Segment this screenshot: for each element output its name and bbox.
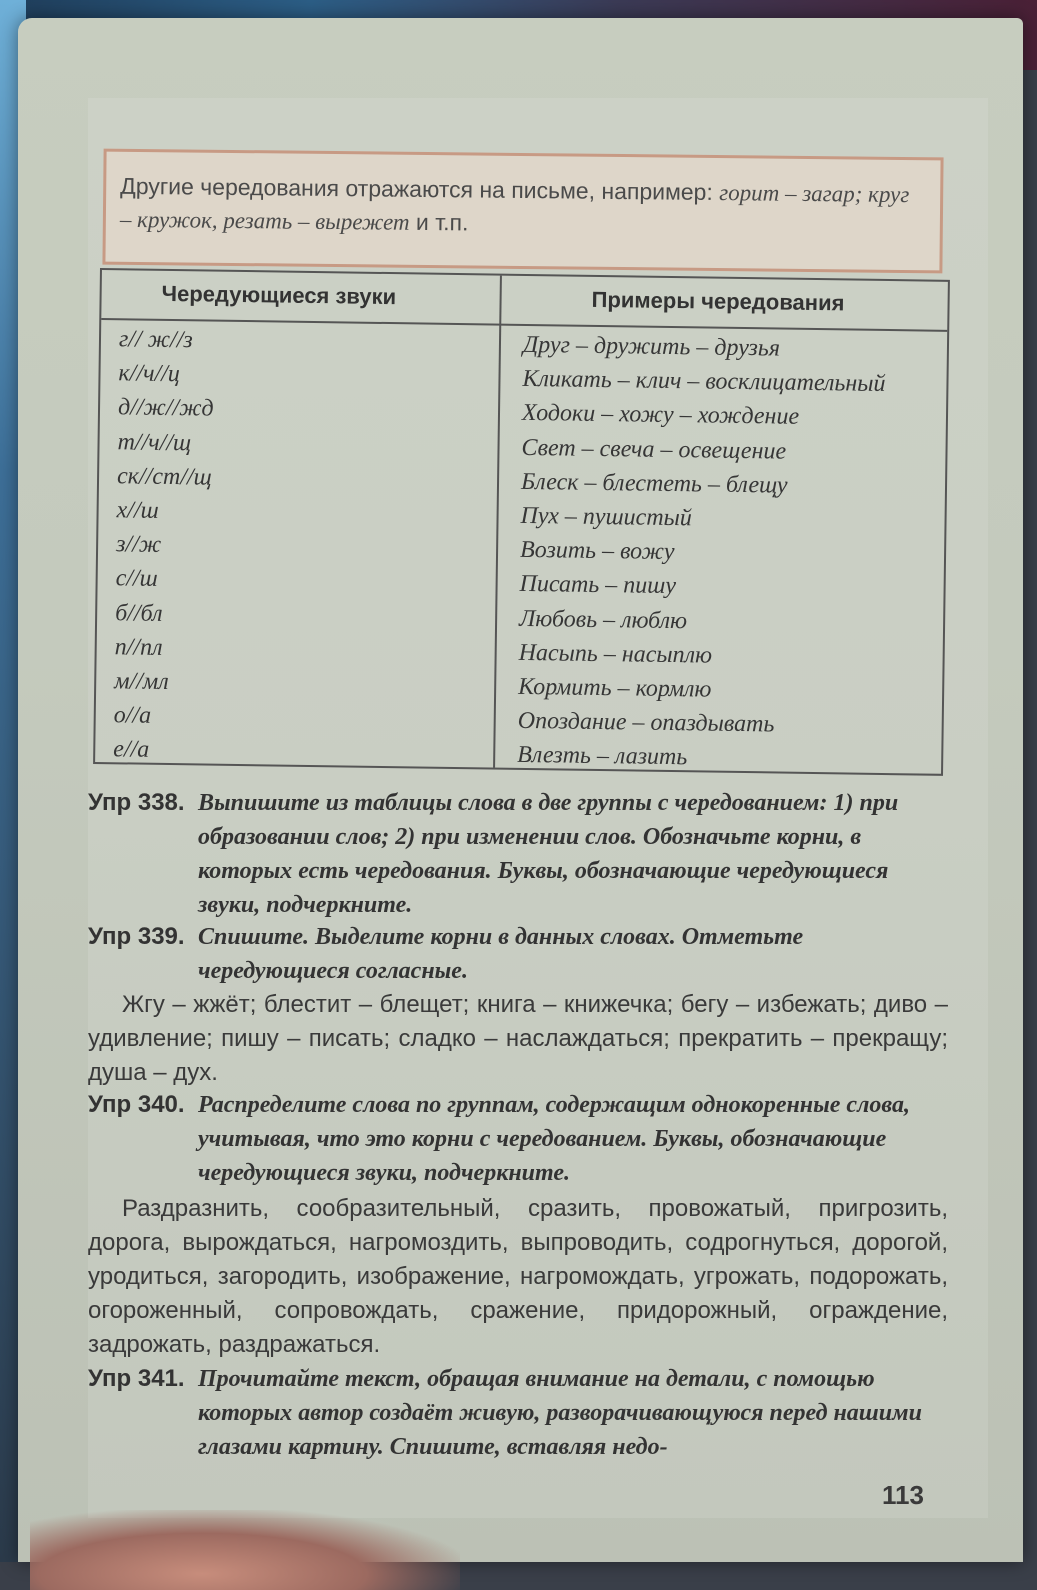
example-cell: Кормить – кормлю	[518, 673, 712, 703]
exercise-340	[88, 1088, 958, 1190]
table-column-divider	[493, 276, 502, 768]
sound-cell: з//ж	[115, 531, 162, 559]
sounds-column	[113, 322, 489, 772]
exercise-339-text: Жгу – жжёт; блестит – блещет; книга – книжечка; бегу – избежать; диво – удивление; пишу – писать; сладко – наслаждаться; прекратить – прекращу; душа – дух.	[88, 991, 948, 1086]
exercise-task: Выпишите из таблицы слова в две группы с чередованием: 1) при образовании слов; 2) при изменении слов. Обозначьте корни, в которых есть чередования. Буквы, обозначающие чередующиеся звуки, подчеркните.	[198, 790, 899, 918]
exercise-338	[88, 786, 958, 922]
example-cell: Возить – вожу	[519, 537, 675, 566]
examples-column	[517, 328, 943, 778]
example-cell: Насыпь – насыплю	[518, 639, 713, 669]
example-cell: Влезть – лазить	[517, 742, 688, 771]
sound-cell: т//ч//щ	[117, 428, 192, 456]
exercise-number: Упр 340.	[88, 1091, 185, 1118]
exercise-task: Прочитайте текст, обращая внимание на детали, с помощью которых автор создаёт живую, разворачивающуюся перед нашими глазами картину. Спишите, вставляя недо-	[198, 1366, 922, 1460]
thumb-shadow	[30, 1510, 460, 1590]
rule-text-part2: и т.п.	[409, 208, 469, 236]
sound-cell: к//ч//ц	[118, 360, 181, 388]
example-cell: Любовь – люблю	[518, 605, 688, 634]
exercise-341	[88, 1362, 958, 1464]
example-cell: Ходоки – хожу – хождение	[521, 400, 800, 431]
sound-cell: ск//ст//щ	[116, 463, 212, 491]
sound-cell: х//ш	[116, 497, 159, 524]
exercise-339	[88, 920, 958, 988]
example-cell: Пух – пушистый	[520, 502, 693, 532]
sound-cell: м//мл	[114, 668, 169, 695]
sound-cell: о//а	[113, 702, 152, 729]
sound-cell: г// ж//з	[118, 326, 193, 354]
sound-cell: б//бл	[115, 599, 163, 627]
alternation-table	[93, 268, 950, 776]
example-cell: Писать – пишу	[519, 571, 677, 600]
rule-text-examples: горит – загар; круг – кружок, резать – вырежет	[119, 180, 910, 235]
table-header-examples: Примеры чередования	[591, 286, 845, 316]
table-header-sounds: Чередующиеся звуки	[161, 280, 397, 310]
rule-text-part1: Другие чередования отражаются на письме, например:	[120, 172, 720, 206]
sound-cell: д//ж//жд	[117, 394, 214, 422]
example-cell: Друг – дружить – друзья	[522, 331, 781, 362]
exercise-number: Упр 339.	[88, 923, 185, 950]
example-cell: Опоздание – опаздывать	[517, 707, 775, 738]
sound-cell: е//а	[113, 736, 150, 763]
sound-cell: с//ш	[115, 565, 158, 593]
example-cell: Кликать – клич – восклицательный	[522, 366, 886, 398]
exercise-number: Упр 338.	[88, 789, 185, 816]
sound-cell: п//пл	[114, 633, 163, 661]
exercise-task: Распределите слова по группам, содержащим однокоренные слова, учитывая, что это корни с чередованием. Буквы, обозначающие чередующиеся звуки, подчеркните.	[198, 1092, 910, 1186]
example-cell: Свет – свеча – освещение	[521, 434, 787, 465]
page-number: 113	[882, 1480, 924, 1510]
example-cell: Блеск – блестеть – блещу	[520, 468, 788, 499]
exercise-task: Спишите. Выделите корни в данных словах. Отметьте чередующиеся согласные.	[198, 924, 804, 984]
exercise-340-text: Раздразнить, сообразительный, сразить, провожатый, пригрозить, дорога, вырождаться, нагромоздить, выпроводить, содрогнуться, дорогой, уродиться, загородить, изображение, нагромождать, угрожать, подорожать, огороженный, сопровождать, сражение, придорожный, ограждение, задрожать, раздражаться.	[88, 1195, 948, 1358]
rule-box	[102, 149, 943, 274]
exercise-number: Упр 341.	[88, 1365, 185, 1392]
